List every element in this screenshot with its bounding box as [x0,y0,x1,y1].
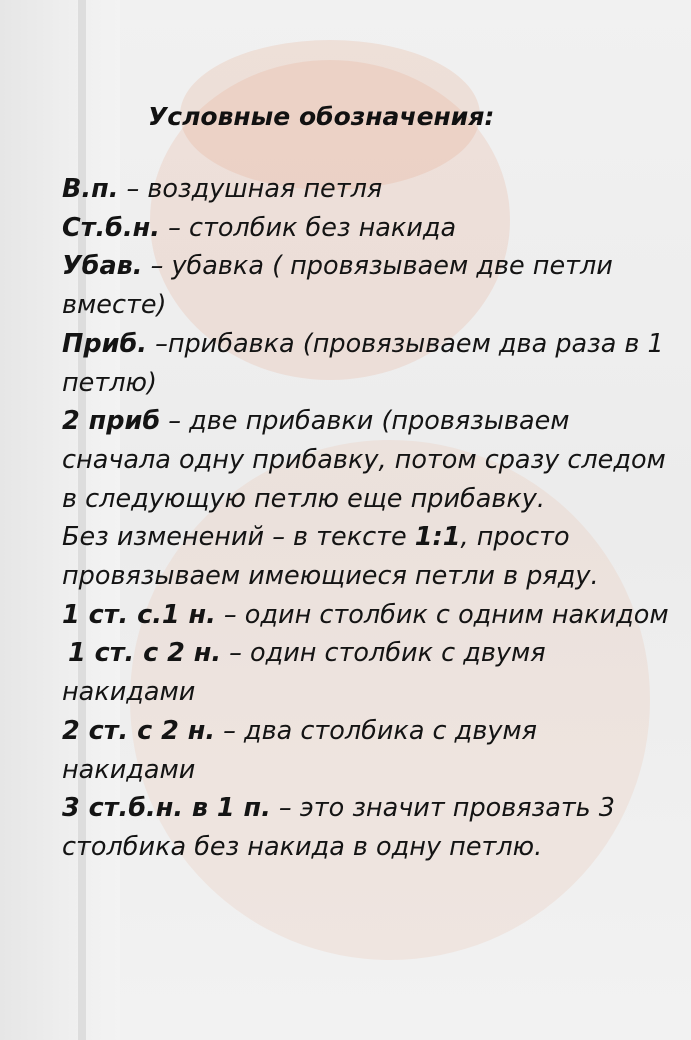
legend-entry-prib [62,325,672,402]
legend-entry-2st-2n [62,712,672,789]
legend-entry-2prib [62,402,672,518]
legend-abbr: 2 ст. с 2 н. [62,715,215,746]
legend-entry-ubav [62,247,672,324]
legend-text: , просто провязываем имеющиеся петли в ряду. [62,522,599,592]
legend-abbr: Приб. [62,328,147,359]
legend-entry-3stbn [62,789,672,866]
legend-abbr: 1 ст. с 2 н. [68,638,221,669]
legend-text: – столбик без накида [159,212,457,243]
legend-abbr: В.п. [62,174,119,204]
legend-abbr: 1 ст. с.1 н. [62,599,216,630]
legend-text: –прибавка (провязываем два раза в 1 петлю) [62,328,664,398]
legend-text-pre: Без изменений – в тексте [62,522,415,553]
legend-text: – две прибавки (провязываем сначала одну прибавку, потом сразу следом в следующую петлю еще прибавку. [62,406,666,514]
legend-abbr: 2 приб [62,406,161,437]
legend-abbr: 3 ст.б.н. в 1 п. [62,793,271,824]
legend-entry-1st-2n [62,634,672,711]
legend-abbr: Ст.б.н. [62,212,160,243]
page-title: Условные обозначения: [148,102,495,131]
legend-text: – один столбик с одним накидом [215,599,669,630]
legend-document [62,98,672,867]
legend-entry-vp [62,170,672,209]
legend-entry-1st-1n [62,596,672,635]
legend-entry-stbn [62,209,672,248]
legend-text: – один столбик с двумя накидами [62,638,546,708]
legend-text: – это значит провязать 3 столбика без накида в одну петлю. [62,793,616,862]
legend-abbr: 1:1 [414,522,461,553]
legend-entry-no-change [62,518,672,595]
legend-text: – убавка ( провязываем две петли вместе) [62,251,613,321]
legend-text: – два столбика с двумя накидами [62,715,538,785]
legend-text: – воздушная петля [118,174,383,204]
legend-abbr: Убав. [62,251,143,282]
